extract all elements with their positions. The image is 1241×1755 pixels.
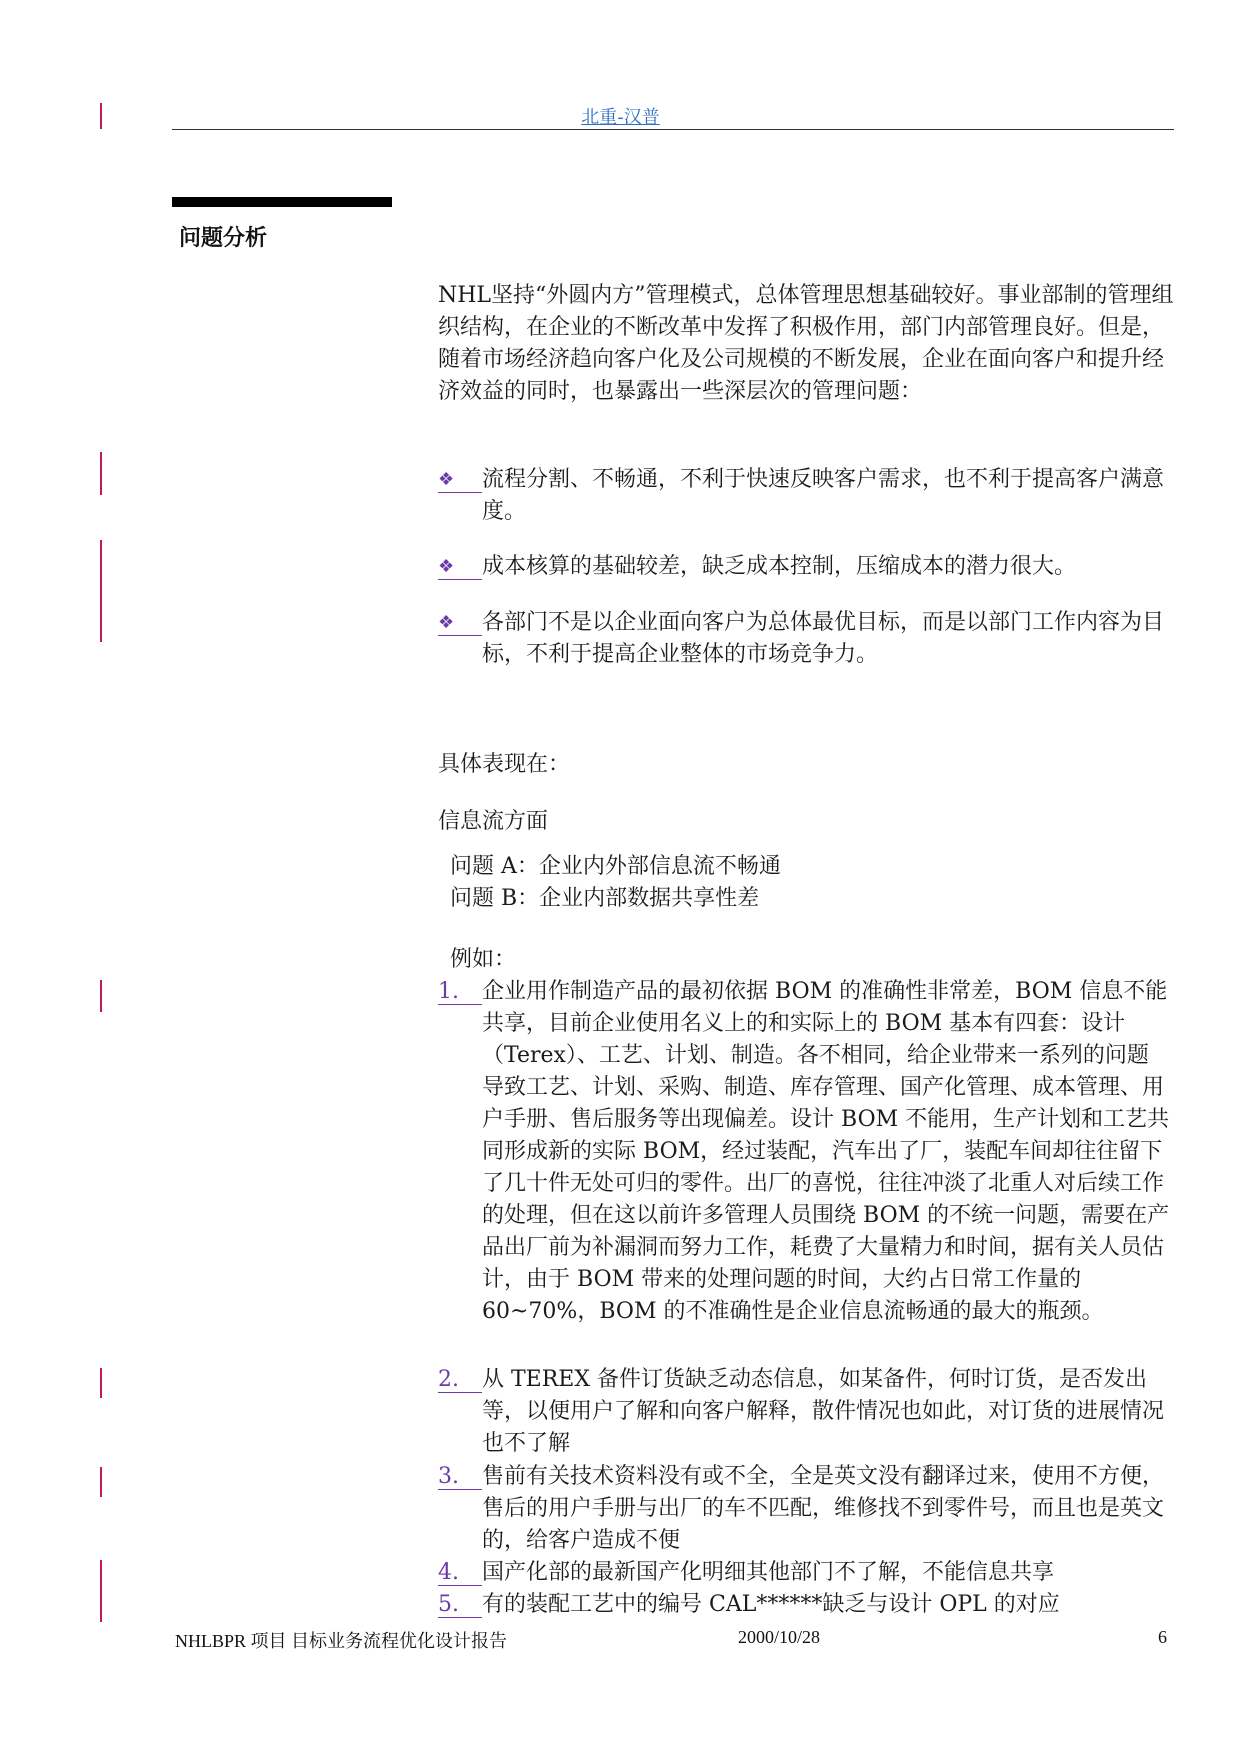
header-title: 北重-汉普 (581, 107, 660, 128)
section-title: 问题分析 (179, 226, 268, 251)
numbered-item (438, 1557, 1174, 1589)
diamond-bullet-icon: ❖ (438, 607, 482, 636)
example-label: 例如： (450, 947, 517, 972)
item-number: 1. (438, 976, 482, 1005)
change-bar (100, 1560, 102, 1622)
item-text: 售前有关技术资料没有或不全，全是英文没有翻译过来，使用不方便，售后的用户手册与出厂的车不匹配，维修找不到零件号，而且也是英文的，给客户造成不便 (482, 1464, 1165, 1553)
change-bar (100, 103, 102, 129)
item-text: 从 TEREX 备件订货缺乏动态信息，如某备件，何时订货，是否发出等，以便用户了解和向客户解释，散件情况也如此，对订货的进展情况也不了解 (482, 1367, 1165, 1456)
bullet-item (438, 551, 1174, 583)
numbered-item (438, 976, 1174, 1328)
header-rule (172, 129, 1174, 130)
bullet-text: 流程分割、不畅通，不利于快速反映客户需求，也不利于提高客户满意度。 (482, 467, 1165, 524)
numbered-item (438, 1589, 1174, 1621)
footer-project: NHLBPR 项目 目标业务流程优化设计报告 (175, 1631, 508, 1651)
item-number: 2. (438, 1364, 482, 1393)
item-text: 有的装配工艺中的编号 CAL******缺乏与设计 OPL 的对应 (482, 1592, 1060, 1617)
item-text: 国产化部的最新国产化明细其他部门不了解，不能信息共享 (482, 1560, 1055, 1585)
specifics-label: 具体表现在： (438, 752, 571, 777)
numbered-item (438, 1461, 1174, 1557)
page-number: 6 (1158, 1627, 1167, 1647)
change-bar (100, 1368, 102, 1398)
intro-paragraph: NHL坚持“外圆内方”管理模式，总体管理思想基础较好。事业部制的管理组织结构，在企业的不断改革中发挥了积极作用，部门内部管理良好。但是，随着市场经济趋向客户化及公司规模的不断发展，企业在面向客户和提升经济效益的同时，也暴露出一些深层次的管理问题： (438, 283, 1174, 404)
bullet-text: 成本核算的基础较差，缺乏成本控制，压缩成本的潜力很大。 (482, 554, 1077, 579)
change-bar (100, 980, 102, 1012)
diamond-bullet-icon: ❖ (438, 464, 482, 493)
problem-line: 问题 B：企业内部数据共享性差 (450, 886, 760, 911)
bullet-text: 各部门不是以企业面向客户为总体最优目标，而是以部门工作内容为目标，不利于提高企业整体的市场竞争力。 (482, 610, 1165, 667)
item-number: 4. (438, 1557, 482, 1586)
bullet-item (438, 464, 1174, 528)
change-bar (100, 540, 102, 642)
item-text: 企业用作制造产品的最初依据 BOM 的准确性非常差，BOM 信息不能共享，目前企业使用名义上的和实际上的 BOM 基本有四套：设计（Terex）、工艺、计划、制造。各不相同，给企业带来一系列的问题 导致工艺、计划、采购、制造、库存管理、国产化管理、成本管理、用户手册、售后服务等出现偏差。设计 BOM 不能用，生产计划和工艺共同形成新的实际 BOM，经过装配，汽车出了厂，装配车间却往往留下了几十件无处可归的零件。出厂的喜悦，往往冲淡了北重人对后续工作的处理，但在这以前许多管理人员围绕 BOM 的不统一问题，需要在产品出厂前为补漏洞而努力工作，耗费了大量精力和时间，据有关人员估计，由于 BOM 带来的处理问题的时间，大约占日常工作量的 60~70%，BOM 的不准确性是企业信息流畅通的最大的瓶颈。 (482, 979, 1170, 1324)
change-bar (100, 1467, 102, 1497)
change-bar (100, 452, 102, 495)
footer-date: 2000/10/28 (738, 1627, 821, 1647)
problem-line: 问题 A：企业内外部信息流不畅通 (450, 854, 781, 879)
info-flow-label: 信息流方面 (438, 809, 549, 834)
diamond-bullet-icon: ❖ (438, 551, 482, 580)
item-number: 3. (438, 1461, 482, 1490)
item-number: 5. (438, 1589, 482, 1618)
numbered-item (438, 1364, 1174, 1460)
section-bar (172, 197, 392, 207)
bullet-item (438, 607, 1174, 671)
